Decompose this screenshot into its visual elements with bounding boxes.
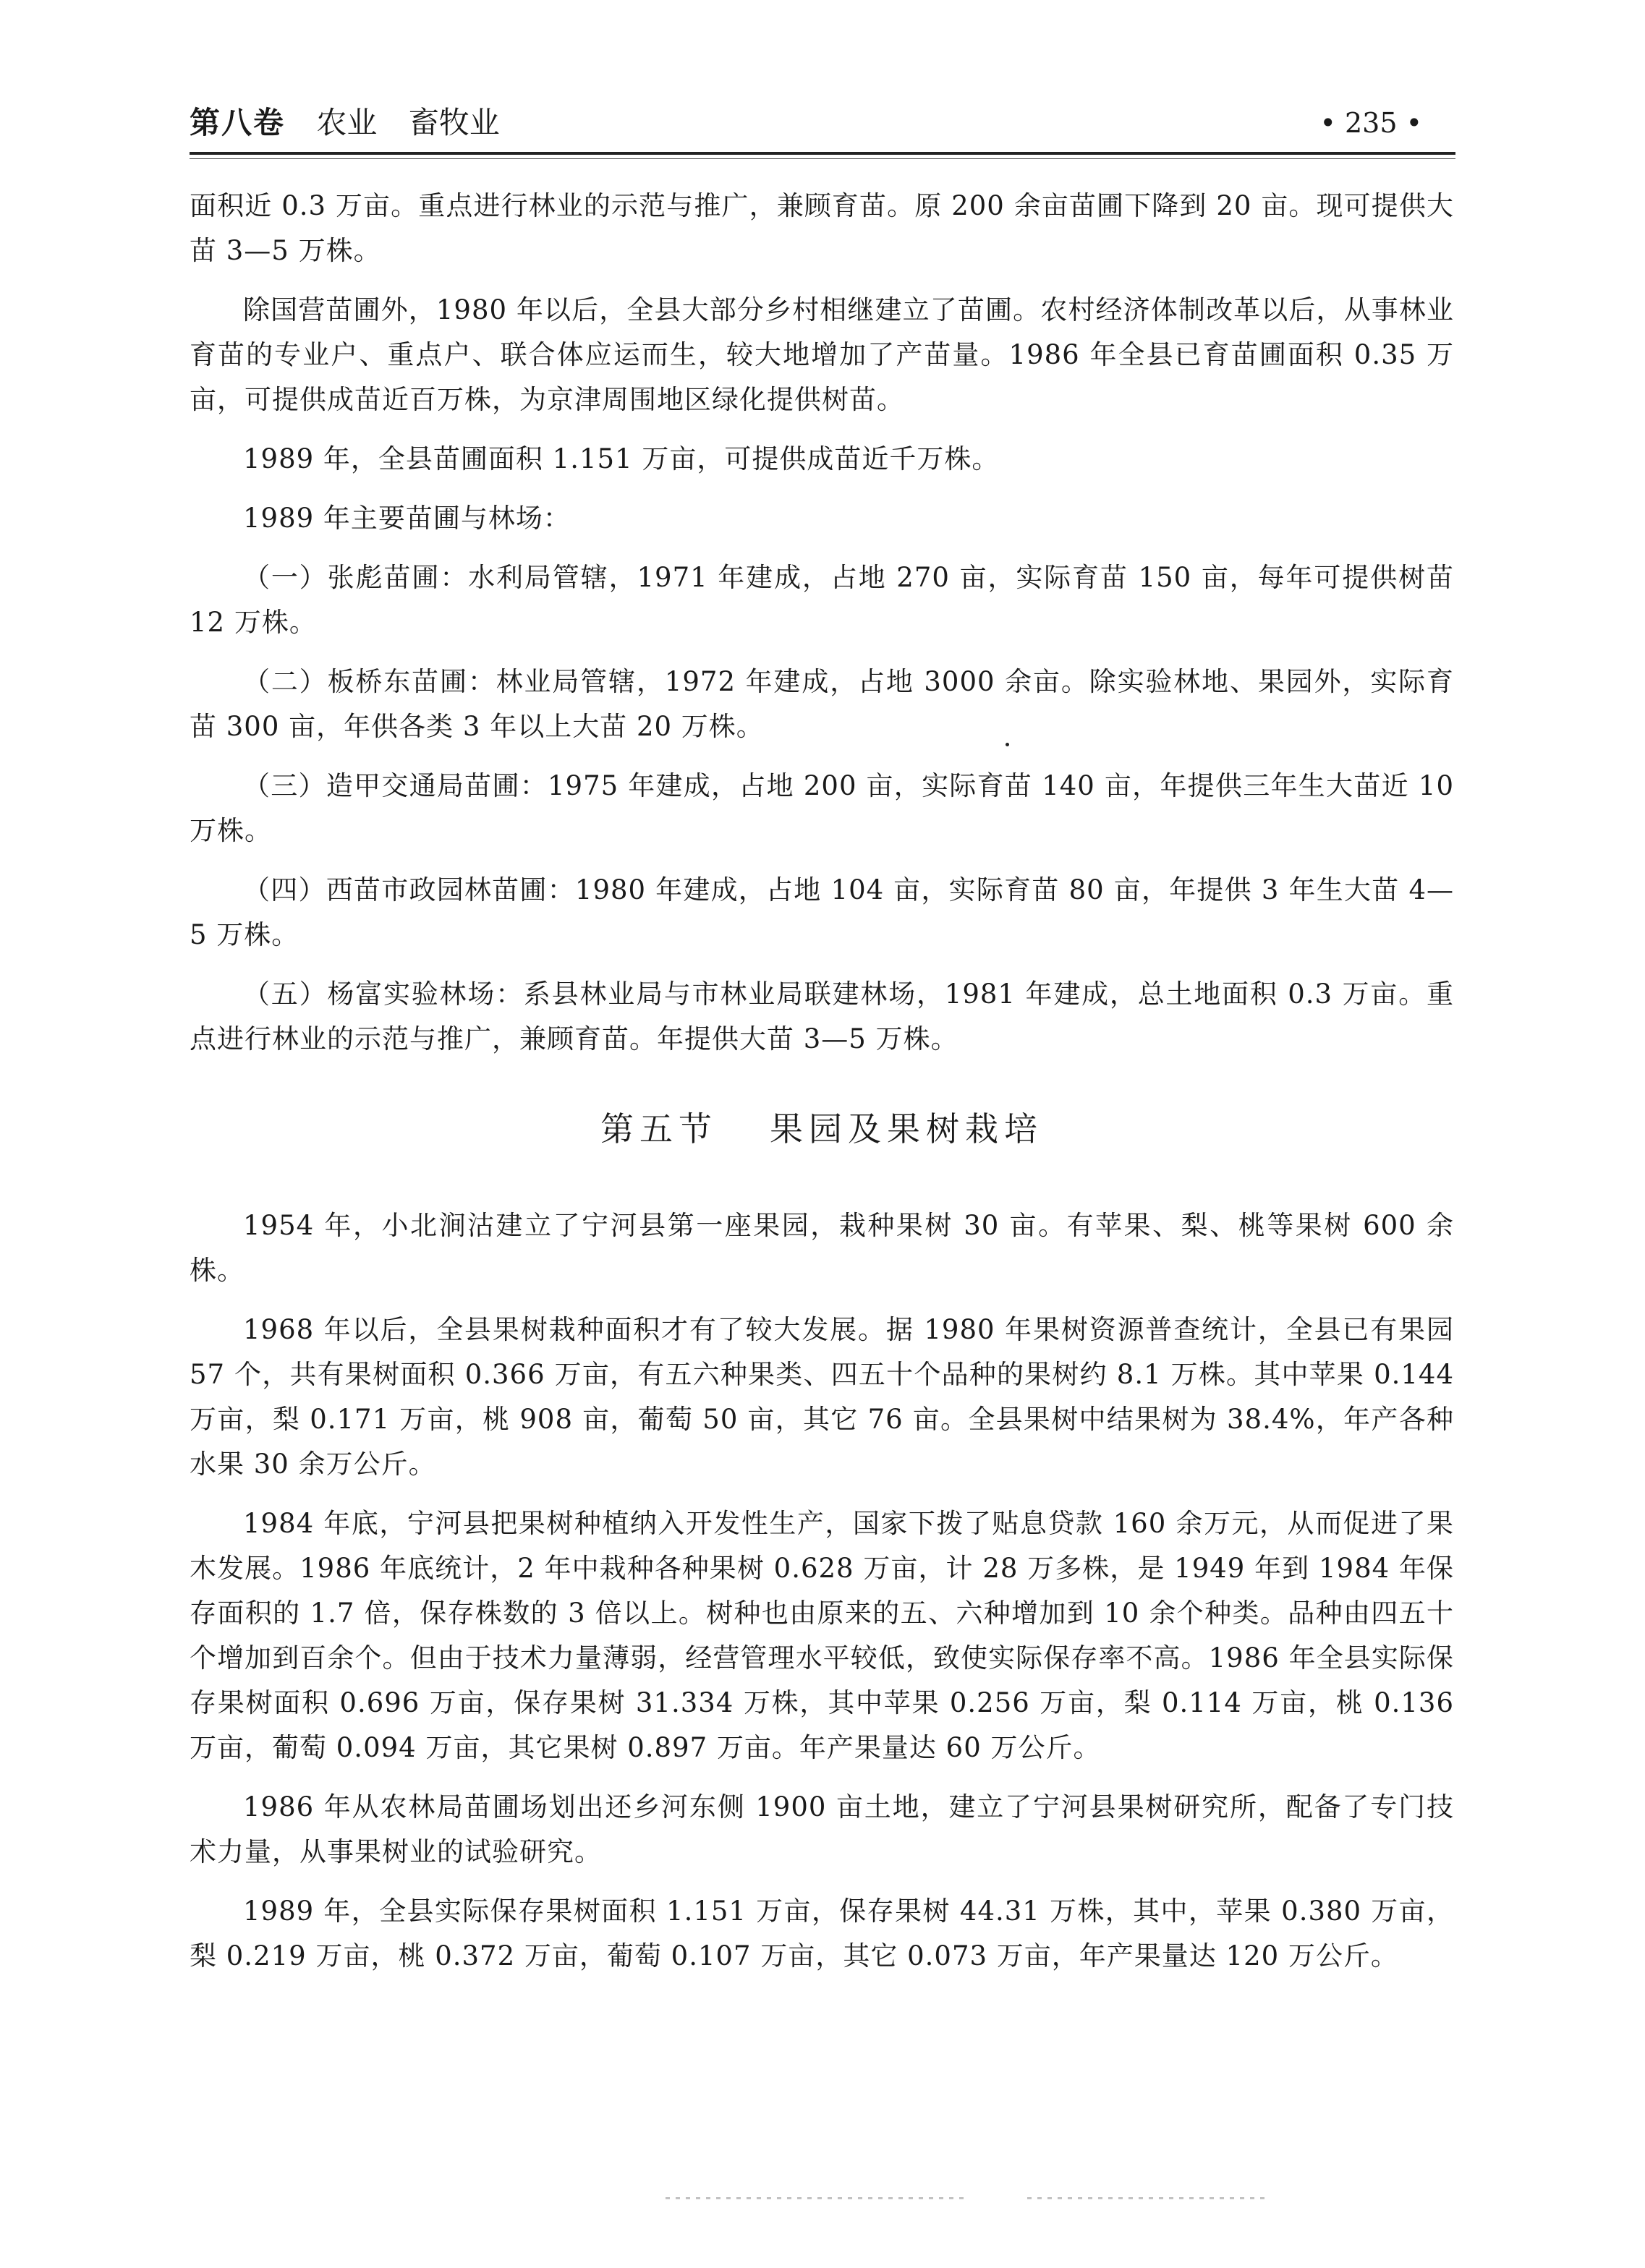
subsubject-label: 畜牧业 bbox=[408, 105, 500, 140]
paragraph: 1968 年以后，全县果树栽种面积才有了较大发展。据 1980 年果树资源普查统计，全县已有果园 57 个，共有果树面积 0.366 万亩，有五六种果类、四五十个品种的果树约 8.1 万株。其中苹果 0.144 万亩，梨 0.171 万亩，桃 908 亩，葡萄 50 亩，其它 76 亩。全县果树中结果树为 38.4%，年产各种水果 30 余万公斤。 bbox=[190, 1314, 1454, 1480]
print-speck bbox=[1006, 743, 1009, 746]
paragraph: 1984 年底，宁河县把果树种植纳入开发性生产，国家下拨了贴息贷款 160 余万元，从而促进了果木发展。1986 年底统计，2 年中栽种各种果树 0.628 万亩，计 28 万多株，是 1949 年到 1984 年保存面积的 1.7 倍，保存株数的 3 倍以上。树种也由原来的五、六种增加到 10 余个种类。品种由四五十个增加到百余个。但由于技术力量薄弱，经营管理水平较低，致使实际保存率不高。1986 年全县实际保存果树面积 0.696 万亩，保存果树 31.334 万株，其中苹果 0.256 万亩，梨 0.114 万亩，桃 0.136 万亩，葡萄 0.094 万亩，其它果树 0.897 万亩。年产果量达 60 万公斤。 bbox=[190, 1508, 1454, 1763]
list-item: （四）西苗市政园林苗圃：1980 年建成，占地 104 亩，实际育苗 80 亩，年提供 3 年生大苗 4—5 万株。 bbox=[190, 874, 1454, 950]
page-number: • 235 • bbox=[1319, 107, 1422, 139]
scan-noise bbox=[1027, 2197, 1266, 2199]
body-text bbox=[190, 184, 1454, 1993]
paragraph: 面积近 0.3 万亩。重点进行林业的示范与推广，兼顾育苗。原 200 余亩苗圃下降到 20 亩。现可提供大苗 3—5 万株。 bbox=[190, 190, 1454, 266]
section-title: 果园及果树栽培 bbox=[770, 1109, 1043, 1148]
paragraph: 除国营苗圃外，1980 年以后，全县大部分乡村相继建立了苗圃。农村经济体制改革以后，从事林业育苗的专业户、重点户、联合体应运而生，较大地增加了产苗量。1986 年全县已育苗圃面积 0.35 万亩，可提供成苗近百万株，为京津周围地区绿化提供树苗。 bbox=[190, 294, 1454, 415]
running-header bbox=[190, 94, 1455, 152]
scan-noise bbox=[666, 2197, 969, 2199]
header-rule bbox=[190, 152, 1455, 155]
paragraph: 1986 年从农林局苗圃场划出还乡河东侧 1900 亩土地，建立了宁河县果树研究所，配备了专门技术力量，从事果树业的试验研究。 bbox=[190, 1791, 1454, 1867]
header-rule-thin bbox=[190, 158, 1455, 159]
paragraph: 1989 年主要苗圃与林场： bbox=[243, 503, 571, 534]
volume-label: 第八卷 bbox=[190, 105, 286, 140]
list-item: （五）杨富实验林场：系县林业局与市林业局联建林场，1981 年建成，总土地面积 0.3 万亩。重点进行林业的示范与推广，兼顾育苗。年提供大苗 3—5 万株。 bbox=[190, 979, 1454, 1054]
list-item: （一）张彪苗圃：水利局管辖，1971 年建成，占地 270 亩，实际育苗 150 亩，每年可提供树苗 12 万株。 bbox=[190, 562, 1454, 638]
list-item: （三）造甲交通局苗圃：1975 年建成，占地 200 亩，实际育苗 140 亩，年提供三年生大苗近 10 万株。 bbox=[190, 770, 1454, 846]
list-item: （二）板桥东苗圃：林业局管辖，1972 年建成，占地 3000 余亩。除实验林地、果园外，实际育苗 300 亩，年供各类 3 年以上大苗 20 万株。 bbox=[190, 666, 1454, 742]
section-heading bbox=[190, 1107, 1454, 1151]
paragraph: 1989 年，全县苗圃面积 1.151 万亩，可提供成苗近千万株。 bbox=[243, 443, 1000, 474]
subject-label: 农业 bbox=[316, 105, 378, 140]
section-number: 第五节 bbox=[600, 1109, 718, 1148]
paragraph: 1954 年，小北涧沽建立了宁河县第一座果园，栽种果树 30 亩。有苹果、梨、桃等果树 600 余株。 bbox=[190, 1210, 1454, 1286]
paragraph: 1989 年，全县实际保存果树面积 1.151 万亩，保存果树 44.31 万株，其中，苹果 0.380 万亩，梨 0.219 万亩，桃 0.372 万亩，葡萄 0.107 万亩，其它 0.073 万亩，年产果量达 120 万公斤。 bbox=[190, 1896, 1454, 1971]
